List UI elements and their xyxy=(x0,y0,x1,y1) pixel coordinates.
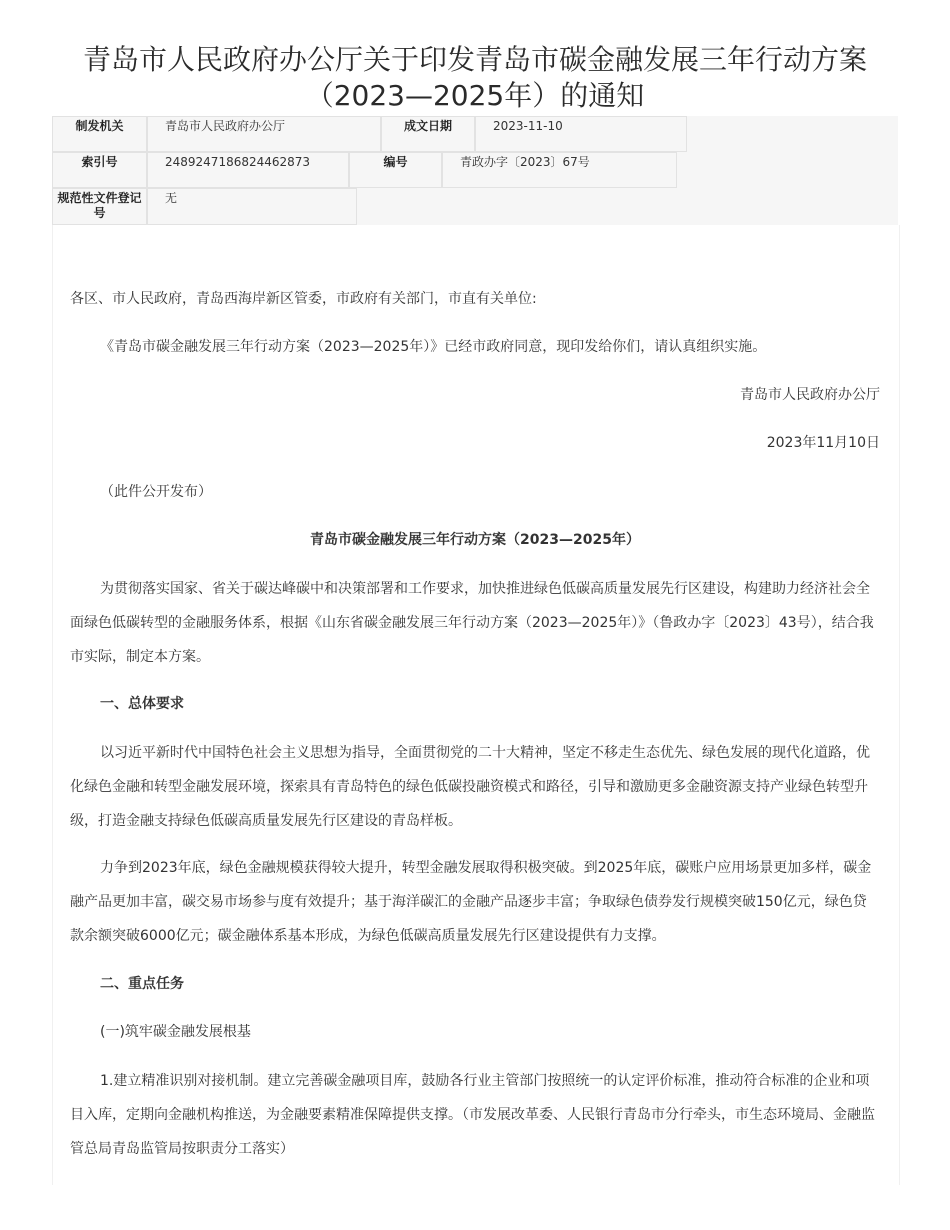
issuer-label: 制发机关 xyxy=(52,116,147,152)
public-note: （此件公开发布） xyxy=(100,484,212,500)
section-heading-2: 二、重点任务 xyxy=(100,976,184,992)
registry-value: 无 xyxy=(147,188,357,225)
section-heading-1: 一、总体要求 xyxy=(100,696,184,712)
date-value: 2023-11-10 xyxy=(475,116,687,152)
index-value: 2489247186824462873 xyxy=(147,152,349,188)
paragraph-task-1: 1.建立精准识别对接机制。建立完善碳金融项目库，鼓励各行业主管部门按照统一的认定评价标准，推动符合标准的企业和项目入库，定期向金融机构推送，为金融要素精准保障提供支撑。（市发展改革委、人民银行青岛市分行牵头，市生态环境局、金融监管总局青岛监管局按职责分工落实） xyxy=(70,1073,875,1157)
index-label: 索引号 xyxy=(52,152,147,188)
addressee-line: 各区、市人民政府，青岛西海岸新区管委，市政府有关部门，市直有关单位: xyxy=(70,291,537,307)
page-title: 青岛市人民政府办公厅关于印发青岛市碳金融发展三年行动方案（2023—2025年）的通知 xyxy=(82,43,867,112)
registry-label: 规范性文件登记号 xyxy=(52,188,147,225)
issuer-value: 青岛市人民政府办公厅 xyxy=(147,116,381,152)
paragraph-general-requirements: 以习近平新时代中国特色社会主义思想为指导，全面贯彻党的二十大精神，坚定不移走生态优先、绿色发展的现代化道路，优化绿色金融和转型金融发展环境，探索具有青岛特色的绿色低碳投融资模式和路径，引导和激励更多金融资源支持产业绿色转型升级，打造金融支持绿色低碳高质量发展先行区建设的青岛样板。 xyxy=(70,745,870,829)
document-meta-table xyxy=(52,116,898,225)
paragraph-targets: 力争到2023年底，绿色金融规模获得较大提升，转型金融发展取得积极突破。到2025年底，碳账户应用场景更加多样，碳金融产品更加丰富，碳交易市场参与度有效提升；基于海洋碳汇的金融产品逐步丰富；争取绿色债券发行规模突破150亿元，绿色贷款余额突破6000亿元；碳金融体系基本形成，为绿色低碳高质量发展先行区建设提供有力支撑。 xyxy=(70,860,872,944)
intro-paragraph: 《青岛市碳金融发展三年行动方案（2023—2025年）》已经市政府同意，现印发给你们，请认真组织实施。 xyxy=(100,339,767,355)
date-label: 成文日期 xyxy=(381,116,475,152)
subsection-heading-1: (一)筑牢碳金融发展根基 xyxy=(100,1024,251,1040)
paragraph-preamble: 为贯彻落实国家、省关于碳达峰碳中和决策部署和工作要求，加快推进绿色低碳高质量发展先行区建设，构建助力经济社会全面绿色低碳转型的金融服务体系，根据《山东省碳金融发展三年行动方案（2023—2025年）》（鲁政办字〔2023〕43号），结合我市实际，制定本方案。 xyxy=(70,581,874,665)
plan-title: 青岛市碳金融发展三年行动方案（2023—2025年） xyxy=(310,532,640,548)
signature-line: 青岛市人民政府办公厅 xyxy=(740,387,880,403)
sign-date-line: 2023年11月10日 xyxy=(766,435,880,451)
number-value: 青政办字〔2023〕67号 xyxy=(442,152,677,188)
number-label: 编号 xyxy=(349,152,442,188)
